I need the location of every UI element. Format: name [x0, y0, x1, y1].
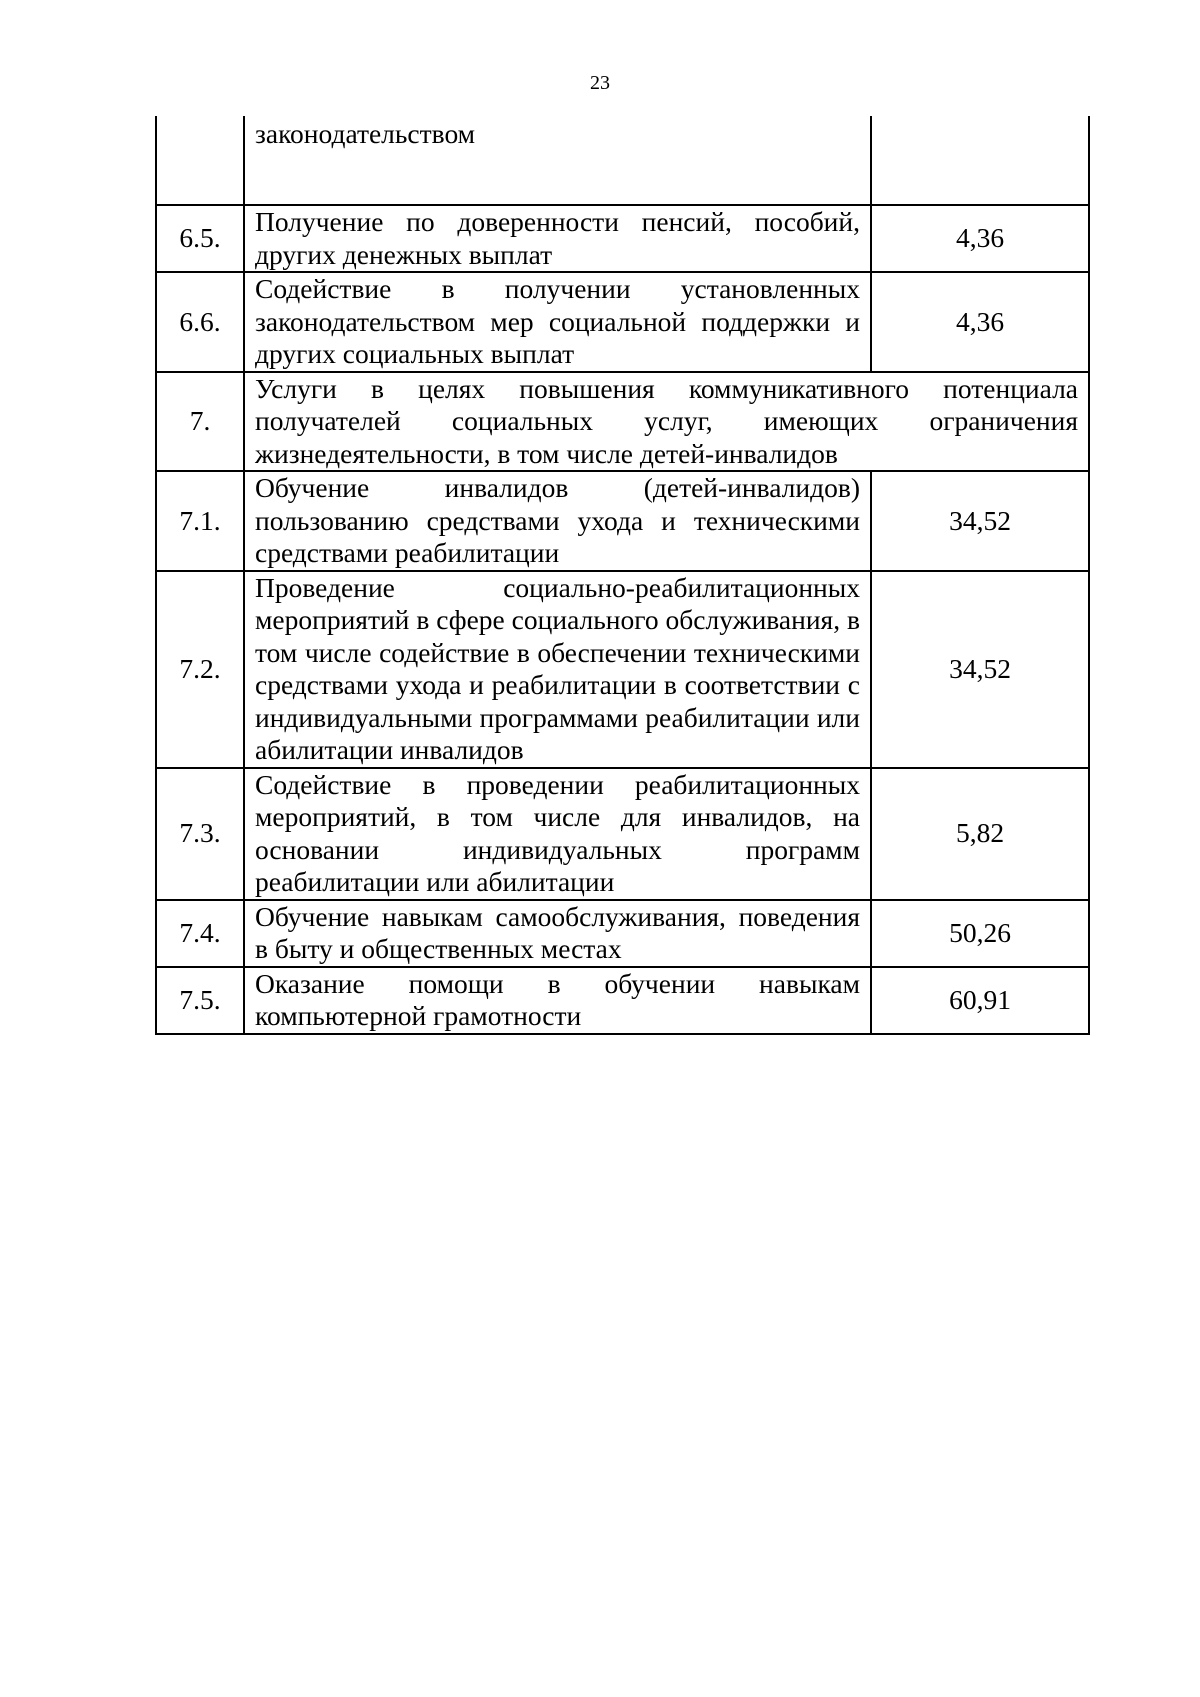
table-row-continuation [156, 116, 1089, 205]
row-number-cell: 7.3. [156, 768, 244, 900]
row-name-cell: Обучение навыкам самообслуживания, поведения в быту и общественных местах [244, 900, 871, 967]
table-row [156, 967, 1089, 1034]
page-number: 23 [590, 72, 610, 94]
row-value-cell: 50,26 [871, 900, 1089, 967]
row-value-cell: 34,52 [871, 571, 1089, 768]
table-row [156, 471, 1089, 571]
table-row [156, 900, 1089, 967]
table-row [156, 272, 1089, 372]
row-value-cell [871, 116, 1089, 205]
row-name-cell: Получение по доверенности пенсий, пособий, других денежных выплат [244, 205, 871, 272]
row-value-cell: 4,36 [871, 272, 1089, 372]
row-number-cell: 7. [156, 372, 244, 472]
services-table [155, 116, 1090, 1035]
row-name-cell: Услуги в целях повышения коммуникативного потенциала получателей социальных услуг, имеющих ограничения жизнедеятельности, в том числе детей-инвалидов [244, 372, 1089, 472]
table-row [156, 768, 1089, 900]
row-name-cell: Содействие в получении установленных законодательством мер социальной поддержки и других социальных выплат [244, 272, 871, 372]
row-name-cell: Проведение социально-реабилитационных мероприятий в сфере социального обслуживания, в том числе содействие в обеспечении техническими средствами ухода и реабилитации в соответствии с индивидуальными программами реабилитации или абилитации инвалидов [244, 571, 871, 768]
row-number-cell: 7.5. [156, 967, 244, 1034]
row-value-cell: 4,36 [871, 205, 1089, 272]
row-name-cell: Обучение инвалидов (детей-инвалидов) пользованию средствами ухода и техническими средствами реабилитации [244, 471, 871, 571]
table-row [156, 205, 1089, 272]
row-number-cell [156, 116, 244, 205]
table-row-section-heading [156, 372, 1089, 472]
table-row [156, 571, 1089, 768]
row-number-cell: 7.1. [156, 471, 244, 571]
row-value-cell: 5,82 [871, 768, 1089, 900]
row-name-cell: законодательством [244, 116, 871, 205]
row-value-cell: 60,91 [871, 967, 1089, 1034]
row-value-cell: 34,52 [871, 471, 1089, 571]
row-number-cell: 7.4. [156, 900, 244, 967]
row-name-cell: Оказание помощи в обучении навыкам компьютерной грамотности [244, 967, 871, 1034]
row-number-cell: 6.6. [156, 272, 244, 372]
row-number-cell: 6.5. [156, 205, 244, 272]
row-number-cell: 7.2. [156, 571, 244, 768]
row-name-cell: Содействие в проведении реабилитационных мероприятий, в том числе для инвалидов, на основании индивидуальных программ реабилитации или абилитации [244, 768, 871, 900]
